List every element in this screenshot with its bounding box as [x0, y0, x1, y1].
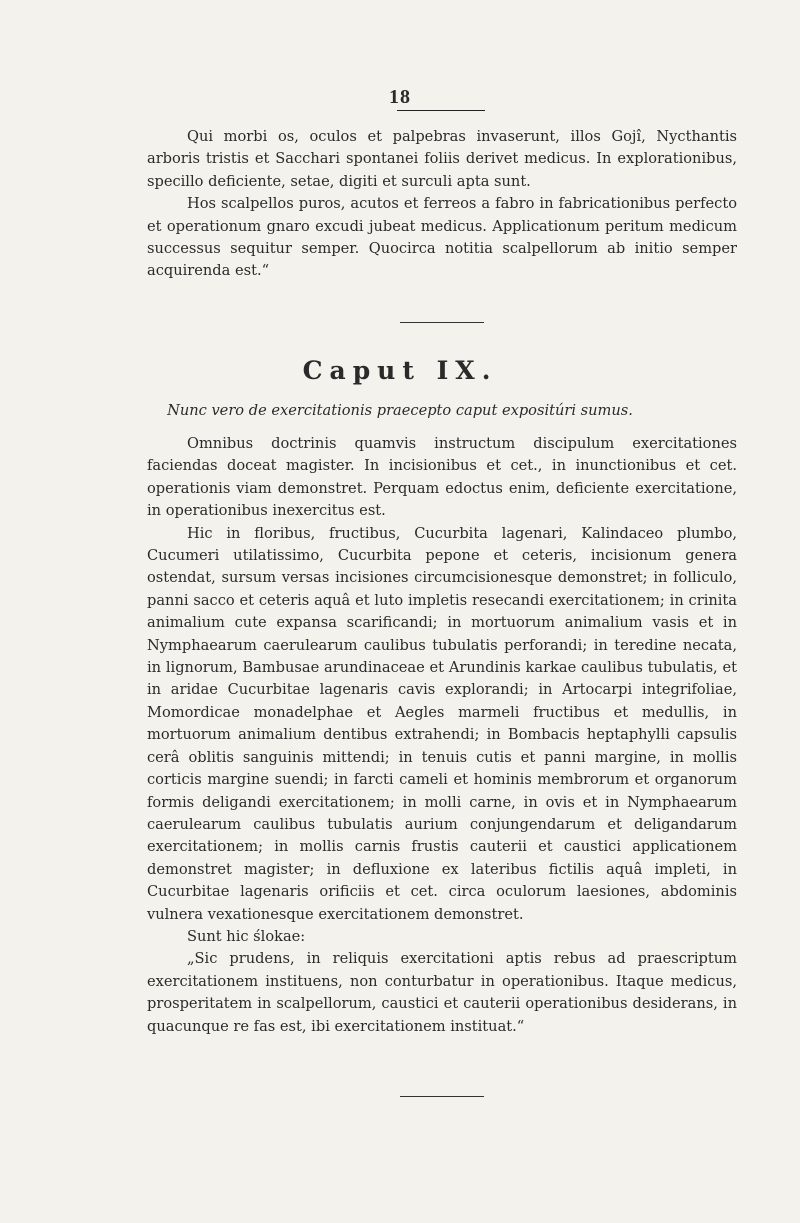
paragraph: Sunt hic ślokae: [187, 927, 306, 945]
page-number: 18 [389, 86, 411, 108]
paragraph: Hic in floribus, fructibus, Cucurbita lagenari, Kalindaceo plumbo, Cucumeri utilatissimo, Cucurbita pepone et ceteris, incisionum genera ostendat, sursum versas incisiones circumcisionesque demonstret; in folliculo, panni sacco et ceteris aquâ et luto impletis resecandi exercitationem; in crinita animalium cute expansa scarificandi; in mortuorum animalium vasis et in Nymphaearum caerulearum caulibus tubulatis perforandi; in teredine necata, in lignorum, Bambusae arundinaceae et Arundinis karkae caulibus tubulatis, et in aridae Cucurbitae lagenaris cavis explorandi; in Artocarpi integrifoliae, Momordicae monadelphae et Aegles marmeli fructibus et medullis, in mortuorum animalium dentibus extrahendi; in Bombacis heptaphylli capsulis cerâ oblitis sanguinis mittendi; in tenuis cutis et panni margine, in mollis corticis margine suendi; in farcti cameli et hominis membrorum et organorum formis deligandi exercitationem; in molli carne, in ovis et in Nymphaearum caerulearum caulibus tubulatis aurium conjungendarum et deligandarum exercitationem; in mollis carnis frustis cauterii et caustici applicationem demonstret magister; in defluxione ex lateribus fictilis aquâ impleti, in Cucurbitae lagenaris orificiis et cet. circa oculorum laesiones, abdominis vulnera vexationesque exercitationem demonstret. [147, 524, 737, 923]
show-through-artifact [200, 300, 720, 301]
paragraph: „Sic prudens, in reliquis exercitationi aptis rebus ad praescriptum exercitationem instituens, non conturbatur in operationibus. Itaque medicus, prosperitatem in scalpellorum, caustici et cauterii operationibus desiderans, in quacunque re fas est, ibi exercitationem instituat.“ [147, 950, 737, 1035]
paragraph: Qui morbi os, oculos et palpebras invaserunt, illos Gojî, Nycthantis arboris tristis et Sacchari spontanei foliis derivet medicus. In explorationibus, specillo deficiente, setae, digiti et surculi apta sunt. [147, 128, 737, 190]
chapter-title: Caput IX. [302, 356, 498, 385]
end-divider [400, 1096, 484, 1097]
chapter-text [147, 433, 737, 1038]
page-number-rule [397, 110, 485, 111]
intro-text [147, 126, 737, 283]
paragraph: Omnibus doctrinis quamvis instructum discipulum exercitationes faciendas doceat magister. In incisionibus et cet., in inunctionibus et cet. operationis viam demonstret. Perquam edoctus enim, deficiente exercitatione, in operationibus inexercitus est. [147, 435, 737, 520]
paragraph: Hos scalpellos puros, acutos et ferreos a fabro in fabricationibus perfecto et operationum gnaro excudi jubeat medicus. Applicationum peritum medicum successus sequitur semper. Quocirca notitia scalpellorum ab initio semper acquirenda est.“ [147, 195, 737, 280]
section-divider [400, 322, 484, 323]
chapter-subtitle: Nunc vero de exercitationis praecepto caput expositúri sumus. [167, 402, 633, 419]
